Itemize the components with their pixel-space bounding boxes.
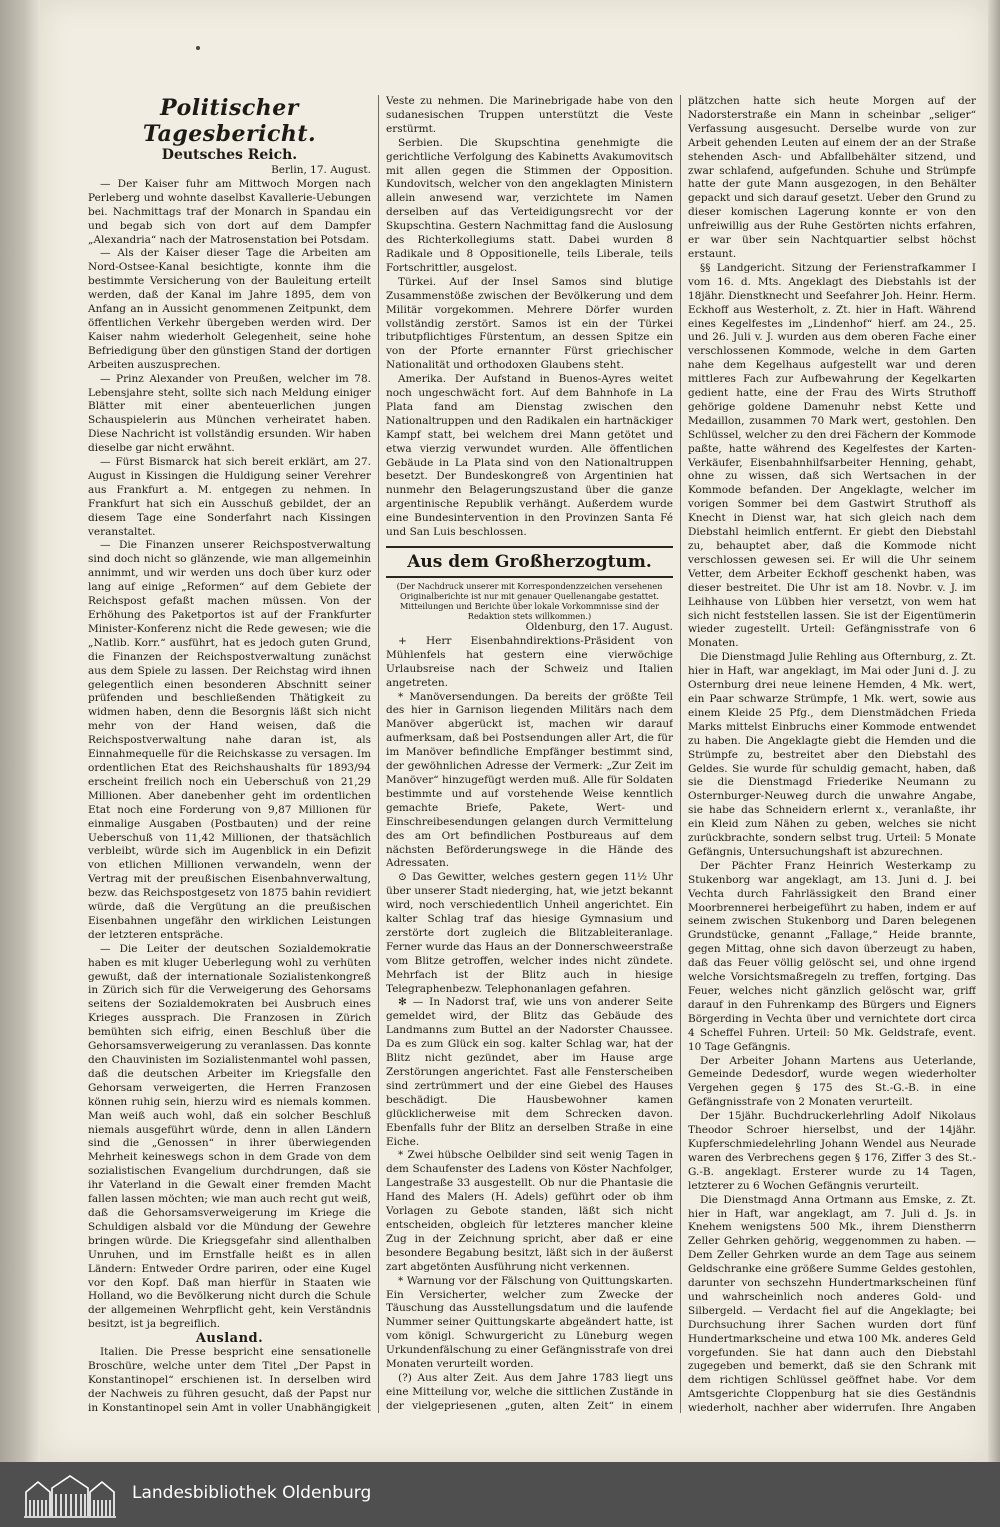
ink-spot — [196, 46, 200, 50]
article-paragraph: Die Dienstmagd Anna Ortmann aus Emske, z. Zt. hier in Haft, war angeklagt, am 7. Juli d. Js. in Knehem wenigstens 500 Mk., ihrem Dienstherrn Zeller Gehrken gehörig, weggenommen zu haben. — Dem Zeller Gehrken wurde an dem Tage aus seinem Geldschranke eine größere Summe Geldes gestohlen, darunter von sechszehn Hundertmarkscheinen fünf und wahrscheinlich noch anderes Gold- und Silbergeld. — Verdacht fiel auf die Angeklagte; bei Durchsuchung ihrer Sachen wurden dort fünf Hundertmarkscheine und etwa 100 Mk. anderes Geld vorgefunden. Sie hat dann auch den Diebstahl zugegeben und bemerkt, daß sie den Schrank mit dem richtigen Schlüssel geöffnet habe. Vor dem Amtsgerichte Cloppenburg hat sie dies Geständnis wiederholt, nachher aber widerrufen. Ihre Angaben — [688, 1193, 976, 1415]
article-paragraph: — Als der Kaiser dieser Tage die Arbeiten am Nord-Ostsee-Kanal besichtigte, konnte ihm die bestimmte Versicherung von der Bauleitung erteilt werden, daß der Kanal im Jahre 1895, dem von Anfang an in Aussicht genommenen Zeitpunkt, dem öffentlichen Verkehr übergeben werden wird. Der Kaiser nahm wiederholt Gelegenheit, seine hohe Befriedigung über den günstigen Stand der dortigen Arbeiten auszusprechen. — [88, 247, 371, 371]
column-3 — [688, 95, 976, 1415]
page-binding — [0, 0, 40, 1462]
article-paragraph: Die Dienstmagd Julie Rehling aus Ofternburg, z. Zt. hier in Haft, war angeklagt, im Mai oder Juni d. J. zu Osternburg drei neue leinene Hemden, 4 Mk. wert, ein Paar schwarze Strümpfe, 1 Mk. wert, sowie aus einem Kleide 25 Pfg., dem Dienstmädchen Frieda Marks mittelst Einbruchs einer Kommode entwendet zu haben. Die Angeklagte giebt die Hemden und die Strümpfe zu, bestreitet aber den Diebstahl des Geldes. Sie wurde für schuldig gemacht, haben, daß sie die Dienstmagd Friederike Neumann zu Osternburger-Neuweg durch die unwahre Angabe, sie habe das Schneidern erlernt x., veranlaßte, ihr ein Kleid zum Nähen zu geben, welches sie nicht zurückbrachte, sondern selbst trug. Urteil: 5 Monate Gefängnis, Untersuchungshaft ist abzurechnen. — [688, 651, 976, 858]
page-edge — [988, 0, 1000, 1462]
article-paragraph: Der 15jähr. Buchdruckerlehrling Adolf Nikolaus Theodor Schroer hierselbst, und der 14jähr. Kupferschmiedelehrling Johann Wendel aus Neurade waren des Verbrechens gegen § 176, Ziffer 3 des St.-G.-B. angeklagt. Ersterer wurde zu 14 Tagen, letzterer zu 6 Wochen Gefängnis verurteilt. — [688, 1110, 976, 1192]
article-paragraph: — Prinz Alexander von Preußen, welcher im 78. Lebensjahre steht, sollte sich nach Meldung einiger Blätter mit einer abenteuerlichen jungen Schauspielerin aus München verheiratet haben. Diese Nachricht ist vollständig ersunden. Wir haben dieselbe gar nicht erwähnt. — [88, 372, 371, 455]
article-paragraph: — Der Kaiser fuhr am Mittwoch Morgen nach Perleberg und wohnte daselbst Kavallerie-Uebungen bei. Nachmittags traf der Monarch in Spandau ein und begab sich von dort auf dem Dampfer „Alexandria“ nach der Matrosenstation bei Potsdam. — [88, 177, 371, 246]
article-paragraph: Italien. Die Presse bespricht eine sensationelle Broschüre, welche unter dem Titel „Der Papst in Konstantinopel“ erschienen ist. In derselben wird der Nachweis zu führen gesucht, daß der Papst nur in Konstantinopel sein Amt in voller Unabhängigkeit — [88, 1346, 371, 1414]
article-paragraph: Der Pächter Franz Heinrich Westerkamp zu Stukenborg war angeklagt, am 13. Juni d. J. bei Vechta durch Fahrlässigkeit den Brand einer Moorbrennerei herbeigeführt zu haben, indem er auf seinem zwischen Stukenborg und Daren belegenen Grundstücke, genannt „Fallage,“ Heide brannte, gegen Mittag, ohne sich davon überzeugt zu haben, daß das Feuer völlig gelöscht sei, und ohne irgend welche Vorsichtsmaßregeln zu treffen, fortging. Das Feuer, welches nicht gänzlich gelöscht war, griff darauf in den Fuhrenkamp des Bürgers und Eigners Börgerding in Vechta über und vernichtete dort circa 4 Scheffel Fuhren. Urteil: 50 Mk. Geldstrafe, event. 10 Tage Gefängnis. — [688, 859, 976, 1053]
article-paragraph: — Die Finanzen unserer Reichspostverwaltung sind doch nicht so glänzende, wie man allgemeinhin annimmt, und wir werden uns doch über kurz oder lang auf einige „Reformen“ auf dem Gebiete der Reichspost gefaßt machen müssen. Von der Erhöhung des Paketportos ist auf der Frankfurter Minister-Konferenz nicht die Rede gewesen; wie die „Natlib. Korr.“ ausführt, hat es jedoch guten Grund, die Finanzen der Reichspostverwaltung zunächst aus dem Spiele zu lassen. Der Reichstag wird ihnen gelegentlich einen besonderen Abschnitt seiner prüfenden und beschließenden Thätigkeit zu widmen haben, denn die Besorgnis läßt sich nicht mehr von der Hand weisen, daß die Reichspostverwaltung nahe daran ist, als Einnahmequelle für die Reichskasse zu versagen. Im ordentlichen Etat des Reichshaushalts für 1893/94 erscheint freilich noch ein Ueberschuß von 21,29 Millionen. Aber danebenher geht im ordentlichen Etat noch eine Forderung von 9,87 Millionen für einmalige Ausgaben (Postbauten) und der reine Ueberschuß von 11,42 Millionen, der thatsächlich verbleibt, würde sich im Augenblick in ein Defizit von etlichen Millionen verwandeln, wenn der Vertrag mit der preußischen Eisenbahnverwaltung, bezw. das Reichspostgesetz von 1875 bahin revidiert würde, daß die Vergütung an die preußischen Eisenbahnen ungefähr den wirklichen Leistungen der letzteren entspräche. — [88, 539, 371, 941]
column-rule — [378, 95, 379, 1413]
column-1 — [88, 95, 371, 1415]
article-paragraph: (?) Aus alter Zeit. Aus dem Jahre 1783 liegt uns eine Mitteilung vor, welche die sittlichen Zustände in der vielgepriesenen „guten, alten Zeit“ in einem — [386, 1371, 673, 1412]
column-rule — [680, 95, 681, 1413]
section-headline: Politischer Tagesbericht. — [142, 95, 317, 147]
article-paragraph: Der Arbeiter Johann Martens aus Ueterlande, Gemeinde Dedesdorf, wurde wegen wiederholter Vergehen gegen § 175 des St.-G.-B. in eine Gefängnisstrafe von 2 Monaten verurteilt. — [688, 1054, 976, 1109]
article-paragraph: §§ Landgericht. Sitzung der Ferienstrafkammer I vom 16. d. Mts. Angeklagt des Diebstahls ist der 18jähr. Dienstknecht und Seefahrer Joh. Heinr. Herm. Eckhoff aus Westerholt, z. Zt. hier in Haft. Während eines Kegelfestes im „Lindenhof“ hierf. am 24., 25. und 26. Juli v. J. wurden aus dem oberen Fache einer verschlossenen Kommode, welche in dem Garten nahe dem Kegelhaus aufgestellt war und deren mittleres Fach zur Aufbewahrung der Kegelkarten gedient hatte, eine der Frau des Wirts Struthoff gehörige goldene Damenuhr nebst Kette und Medaillon, zusammen 70 Mark wert, gestohlen. Den Schlüssel, welcher zu den drei Fächern der Kommode paßte, hatte während des Kegelfestes der Karten-Verkäufer, Eisenbahnhilfsarbeiter Henning, gehabt, ohne zu wissen, daß sich Wertsachen in der Kommode befanden. Der Angeklagte, welcher im vorigen Sommer bei dem Gastwirt Struthoff als Knecht in Dienst war, hat sich gleich nach dem Diebstahl heimlich entfernt. Er giebt den Diebstahl zu, behauptet aber, daß die Kommode nicht verschlossen gewesen sei. Er will die Uhr seinem Vetter, dem Arbeiter Eckhoff geschenkt haben, was dieser bestreitet. Die Uhr ist am 18. Novbr. v. J. im Leihhause von Lübben hier versetzt, von wem hat sich nicht feststellen lassen. Sie ist der Eigentümerin wieder zugestellt. Urteil: Gefängnisstrafe von 6 Monaten. — [688, 261, 976, 650]
article-paragraph: * Manöversendungen. Da bereits der größte Teil des hier in Garnison liegenden Militärs nach dem Manöver abgerückt ist, machen wir darauf aufmerksam, daß bei Postsendungen aller Art, die für im Manöver befindliche Empfänger bestimmt sind, der gewöhnlichen Adresse der Vermerk: „Zur Zeit im Manöver“ hinzugefügt werden muß. Alle für Soldaten bestimmte und auf vorstehende Weise kenntlich gemachte Briefe, Pakete, Wert- und Einschreibesendungen gelangen durch Vermittelung des am Ort befindlichen Postbureaus auf dem nächsten Beförderungswege in die Hände des Adressaten. — [386, 690, 673, 870]
article-paragraph: * Zwei hübsche Oelbilder sind seit wenig Tagen in dem Schaufenster des Ladens von Köster Nachfolger, Langestraße 33 ausgestellt. Ob nur die Phantasie die Hand des Malers (H. Adels) geführt oder ob ihm Vorlagen zu Gebote standen, läßt sich nicht entscheiden, obgleich für letzteres mancher kleine Zug in der Zeichnung spricht, aber daß er eine besondere Begabung besitzt, läßt sich in der äußerst zart abgetönten Ausführung nicht verkennen. — [386, 1149, 673, 1273]
article-paragraph: — Fürst Bismarck hat sich bereit erklärt, am 27. August in Kissingen die Huldigung seiner Verehrer aus Frankfurt a. M. entgegen zu nehmen. In Frankfurt hat sich ein Ausschuß gebildet, der an diesem Tage eine Sonderfahrt nach Kissingen veranstaltet. — [88, 456, 371, 538]
reprint-note: (Der Nachdruck unserer mit Korrespondenzzeichen versehenen Originalberichte ist nur mit genauer Quellenangabe gestattet. Mitteilungen und Berichte über lokale Vorkommnisse sind der Redaktion stets willkommen.) — [396, 581, 663, 621]
section-title: Ausland. — [195, 1331, 264, 1347]
article-paragraph: * Warnung vor der Fälschung von Quittungskarten. Ein Versicherter, welcher zum Zwecke der Täuschung das Ausstellungsdatum und die laufende Nummer seiner Quittungskarte abgeändert hatte, ist vom königl. Schwurgericht zu Lüneburg wegen Urkundenfälschung zu einer Gefängnisstrafe von drei Monaten verurteilt worden. — [386, 1274, 673, 1371]
section-subhead: Deutsches Reich. — [161, 147, 298, 163]
article-paragraph: Türkei. Auf der Insel Samos sind blutige Zusammenstöße zwischen der Bevölkerung und dem Militär vorgekommen. Mehrere Dörfer wurden vollständig zerstört. Samos ist ein der Türkei tributpflichtiges Fürstentum, an dessen Spitze ein von der Pforte ernannter Fürst griechischer Nationalität und orthodoxen Glaubens steht. — [386, 275, 673, 372]
article-paragraph: Amerika. Der Aufstand in Buenos-Ayres weitet noch ungeschwächt fort. Auf dem Bahnhofe in La Plata fand am Dienstag zwischen den Nationaltruppen und den Radikalen ein hartnäckiger Kampf statt, bei welchem drei Mann getötet und etwa vierzig verwundet wurden. Alle öffentlichen Gebäude in La Plata sind von den Nationaltruppen besetzt. Der Bundeskongreß von Argentinien hat nunmehr den Belagerungszustand über die ganze argentinische Republik verhängt. Außerdem wurde eine Bundesintervention in den Provinzen Santa Fé und San Luis beschlossen. — [386, 373, 673, 539]
library-building-logo-icon — [22, 1470, 118, 1520]
dateline: Oldenburg, den 17. August. — [525, 621, 673, 633]
section-box-title: Aus dem Großherzogtum. — [386, 546, 673, 578]
article-paragraph: Serbien. Die Skupschtina genehmigte die gerichtliche Verfolgung des Kabinetts Avakumovitsch mit allen gegen die Stimmen der Opposition. Kundovitsch, welcher von den angeklagten Ministern allein anwesend war, verzichtete im Namen derselben auf das Verteidigungsrecht vor der Skupschtina. Gestern Nachmittag fand die Auslosung des Richterkollegiums statt. Dabei wurden 8 Radikale und 8 Oppositionelle, teils Liberale, teils Fortschrittler, ausgelost. — [386, 136, 673, 274]
article-paragraph: plätzchen hatte sich heute Morgen auf der Nadorsterstraße ein Mann in scheinbar „seliger“ Verfassung ausgesucht. Derselbe wurde von zur Arbeit gehenden Leuten auf einem der an der Straße stehenden Asch- und Abfallbehälter sitzend, und zwar schlafend, aufgefunden. Schuhe und Strümpfe hatte der gute Mann ausgezogen, in den Behälter gepackt und sich darauf gesetzt. Ueber den Grund zu dieser komischen Lagerung konnte er von den unfreiwillig aus der Ruhe Gestörten nichts erfahren, er war über sein Nachtquartier selbst höchst erstaunt. — [688, 95, 976, 260]
dateline: Berlin, 17. August. — [271, 164, 371, 176]
article-paragraph: ✻ — In Nadorst traf, wie uns von anderer Seite gemeldet wird, der Blitz das Gebäude des Landmanns zum Buttel an der Nadorster Chaussee. Da es zum Glück ein sog. kalter Schlag war, hat der Blitz nicht gezündet, aber im Hause arge Zerstörungen angerichtet. Fast alle Fensterscheiben sind zertrümmert und der eine Giebel des Hauses beschädigt. Die Hausbewohner kamen glücklicherweise mit dem Schrecken davon. Ebenfalls fuhr der Blitz an derselben Straße in eine Eiche. — [386, 996, 673, 1148]
column-2 — [386, 95, 673, 1415]
library-name[interactable]: Landesbibliothek Oldenburg — [132, 1483, 372, 1503]
library-footer-bar — [0, 1462, 1000, 1527]
article-paragraph: ⊙ Das Gewitter, welches gestern gegen 11½ Uhr über unserer Stadt niederging, hat, wie jetzt bekannt wird, noch verschiedentlich Unheil angerichtet. Ein kalter Schlag traf das hiesige Gymnasium und zerstörte dort zugleich die Blitzableiteranlage. Ferner wurde das Haus an der Donnerschweerstraße vom Blitze getroffen, welcher indes nicht zündete. Mehrfach ist der Blitz auch in hiesige Telegraphenbezw. Telephonanlagen gefahren. — [386, 871, 673, 995]
article-paragraph: + Herr Eisenbahndirektions-Präsident von Mühlenfels hat gestern eine vierwöchige Urlaubsreise nach der Schweiz und Italien angetreten. — [386, 634, 673, 689]
article-paragraph: Veste zu nehmen. Die Marinebrigade habe von den sudanesischen Truppen unterstützt die Veste erstürmt. — [386, 95, 673, 135]
article-paragraph: — Die Leiter der deutschen Sozialdemokratie haben es mit kluger Ueberlegung wohl zu verhüten gewußt, daß der internationale Sozialistenkongreß in Zürich sich für die Verweigerung des Gehorsams seitens der Sozialdemokraten bei Ausbruch eines Krieges aussprach. Die Franzosen in Zürich bemühten sich eifrig, einen Beschluß über die Gehorsamsverweigerung zu veranlassen. Das konnte den Chauvinisten im Sozialistenmantel wohl passen, daß die deutschen Arbeiter im Kriegsfalle den Gehorsam verweigerten, die Herren Franzosen können ruhig sein, hierzu wird es niemals kommen. Man weiß auch wohl, daß ein solcher Beschluß niemals ausgeführt würde, denn in allen Ländern sind die „Genossen“ in ihrer überwiegenden Mehrheit keineswegs schon in dem Grade von dem sozialistischen Evangelium durchdrungen, daß sie ihr Vaterland in die Gewalt einer fremden Macht fallen lassen möchten; wie man auch recht gut weiß, daß die Gehorsamsverweigerung im Kriege die Schuldigen alsbald vor die Mündung der Gewehre bringen würde. Die Kriegsgefahr sind allenthalben Unruhen, und im Ernstfalle heißt es in allen Ländern: Entweder Ordre pariren, oder eine Kugel vor den Kopf. Daß man hierfür in Staaten wie Holland, wo die Bevölkerung nicht durch die Schule der allgemeinen Wehrpflicht geht, kein Verständnis besitzt, ist ja begreiflich. — [88, 942, 371, 1331]
